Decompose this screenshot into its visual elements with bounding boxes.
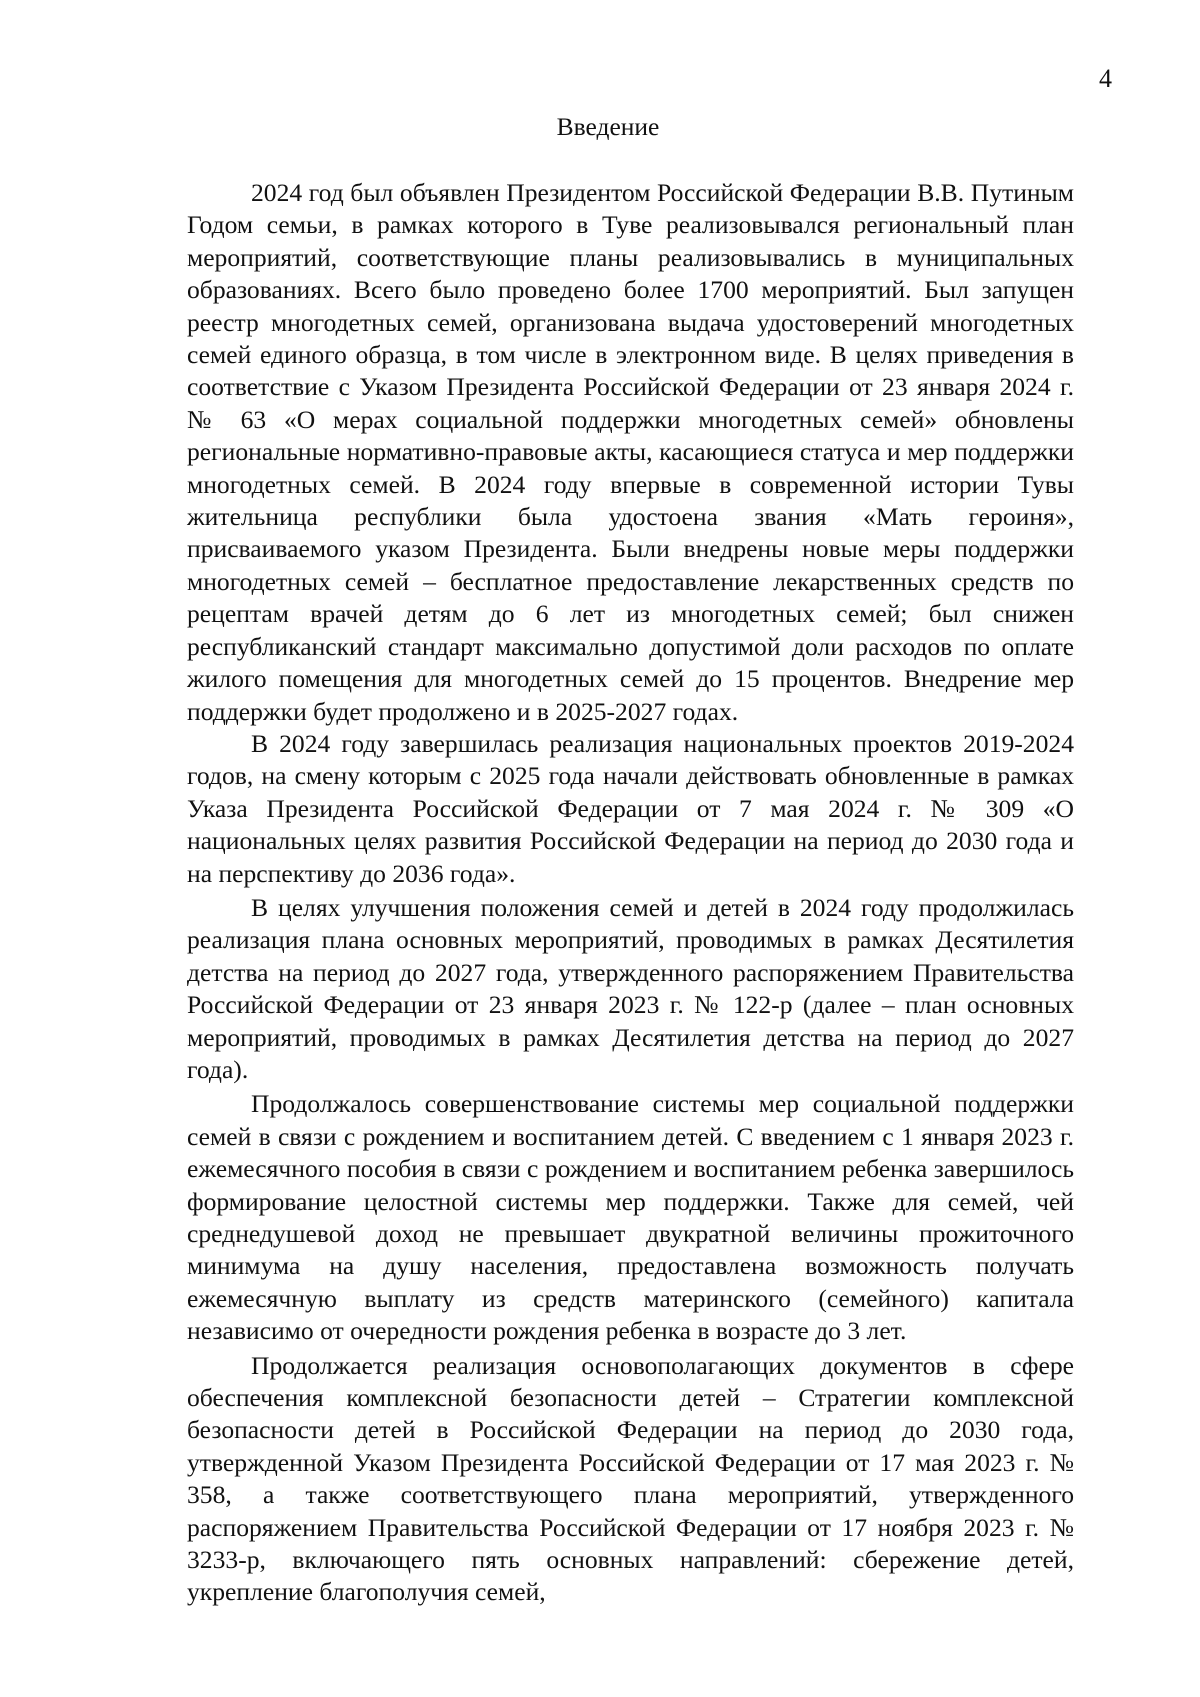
paragraph-child-safety-strategy: Продолжается реализация основополагающих документов в сфере обеспечения комплексной безопасности детей – Стратегии комплексной безопасности детей в Российской Федерации на период до 2030 года, утвержденной Указом Президента Российской Федерации от 17 мая 2023 г. № 358, а также соответствующего плана мероприятий, утвержденного распоряжением Правительства Российской Федерации от 17 ноября 2023 г. № 3233-р, включающего пять основных направлений: сбережение детей, укрепление благополучия семей, [187, 1350, 1074, 1607]
paragraph-national-projects: В 2024 году завершилась реализация национальных проектов 2019-2024 годов, на смену которым с 2025 года начали действовать обновленные в рамках Указа Президента Российской Федерации от 7 мая 2024 г. № 309 «О национальных целях развития Российской Федерации на период до 2030 года и на перспективу до 2036 года». [187, 728, 1074, 888]
document-body [187, 177, 1074, 1609]
paragraph-social-support: Продолжалось совершенствование системы мер социальной поддержки семей в связи с рождением и воспитанием детей. С введением с 1 января 2023 г. ежемесячного пособия в связи с рождением и воспитанием ребенка завершилось формирование целостной системы мер поддержки. Также для семей, чей среднедушевой доход не превышает двукратной величины прожиточного минимума на душу населения, предоставлена возможность получать ежемесячную выплату из средств материнского (семейного) капитала независимо от очередности рождения ребенка в возрасте до 3 лет. [187, 1089, 1074, 1346]
paragraph-year-of-family: 2024 год был объявлен Президентом Российской Федерации В.В. Путиным Годом семьи, в рамках которого в Туве реализовывался региональный план мероприятий, соответствующие планы реализовывались в муниципальных образованиях. Всего было проведено более 1700 мероприятий. Был запущен реестр многодетных семей, организована выдача удостоверений многодетных семей единого образца, в том числе в электронном виде. В целях приведения в соответствие с Указом Президента Российской Федерации от 23 января 2024 г. № 63 «О мерах социальной поддержки многодетных семей» обновлены региональные нормативно-правовые акты, касающиеся статуса и мер поддержки многодетных семей. В 2024 году впервые в современной истории Тувы жительница республики была удостоена звания «Мать героиня», присваиваемого указом Президента. Были внедрены новые меры поддержки многодетных семей – бесплатное предоставление лекарственных средств по рецептам врачей детям до 6 лет из многодетных семей; был снижен республиканский стандарт максимально допустимой доли расходов по оплате жилого помещения для многодетных семей до 15 процентов. Внедрение мер поддержки будет продолжено и в 2025-2027 годах. [187, 178, 1074, 726]
section-heading: Введение [556, 112, 660, 141]
page-number: 4 [1099, 64, 1112, 93]
paragraph-decade-of-childhood: В целях улучшения положения семей и детей в 2024 году продолжилась реализация плана основных мероприятий, проводимых в рамках Десятилетия детства на период до 2027 года, утвержденного распоряжением Правительства Российской Федерации от 23 января 2023 г. № 122-р (далее – план основных мероприятий, проводимых в рамках Десятилетия детства на период до 2027 года). [187, 892, 1074, 1084]
